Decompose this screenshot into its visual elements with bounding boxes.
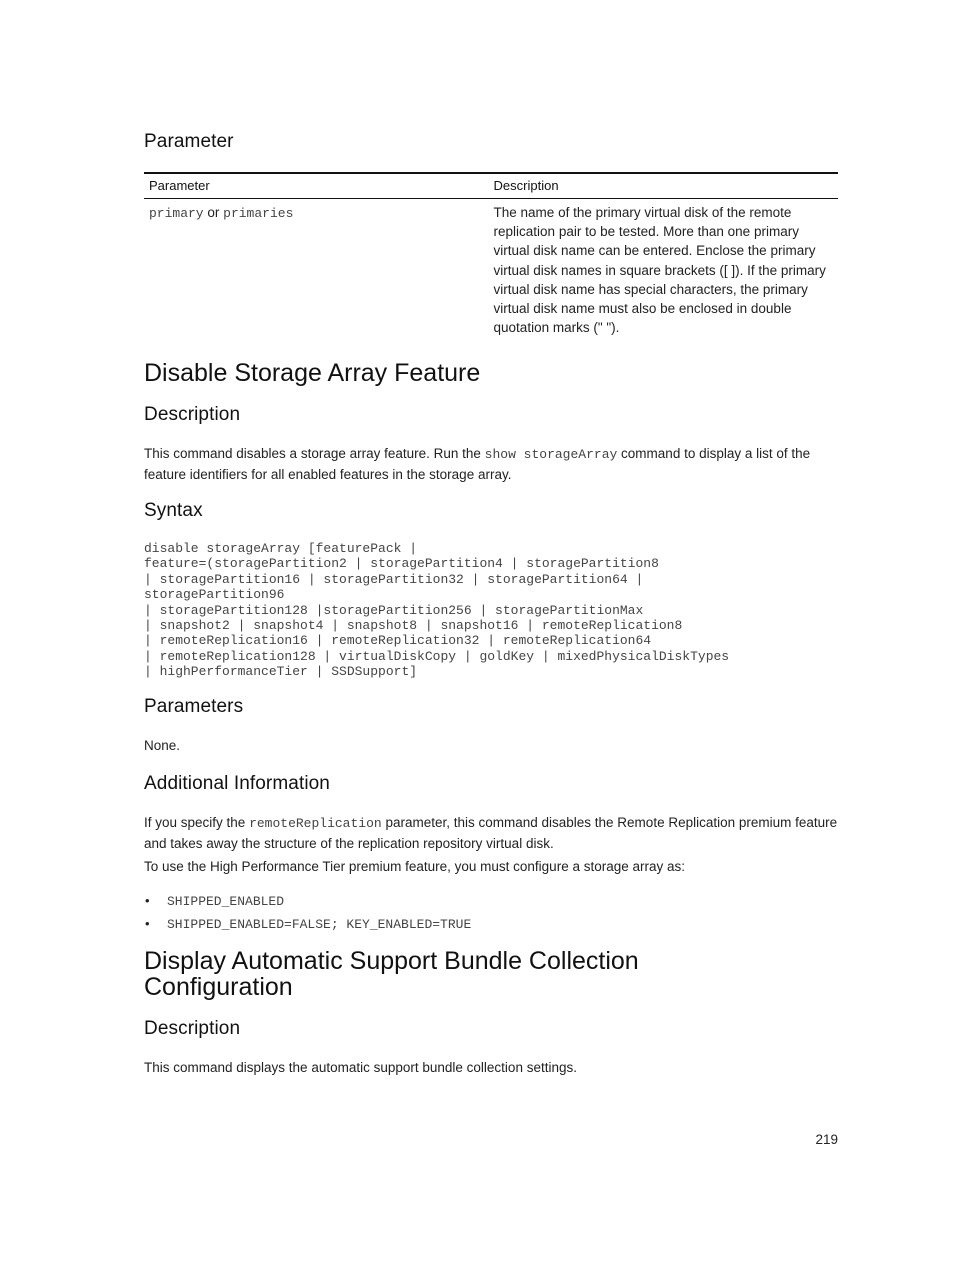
additional-info-text-2: To use the High Performance Tier premium feature, you must configure a storage array as:: [144, 859, 686, 874]
bullet-list: [144, 892, 471, 938]
page-number: 219: [815, 1132, 838, 1147]
bullet-glyph: •: [145, 893, 150, 908]
description-text-post: command to display a list of the feature identifiers for all enabled features in the storage array.: [144, 446, 811, 482]
additional-code: remoteReplication: [249, 816, 382, 831]
bullet-code: SHIPPED_ENABLED=FALSE; KEY_ENABLED=TRUE: [167, 917, 472, 932]
additional-text-post: parameter, this command disables the Remote Replication premium feature and takes away the structure of the replication repository virtual disk.: [144, 815, 838, 851]
list-item: [144, 892, 471, 915]
table-cell-parameter: [144, 199, 489, 338]
bullet-code: SHIPPED_ENABLED: [167, 894, 285, 909]
additional-text-pre: If you specify the: [144, 815, 250, 830]
parameter-table: [144, 172, 838, 337]
table-header-description: Description: [489, 173, 838, 199]
table-row: [144, 199, 838, 338]
parameter-heading: Parameter: [144, 131, 234, 152]
param-or-text: or: [207, 205, 220, 220]
param-code-primaries: primaries: [223, 206, 294, 221]
additional-info-heading: Additional Information: [144, 773, 330, 794]
syntax-code-block: disable storageArray [featurePack | feature=(storagePartition2 | storagePartition4 | storagePartition8 | storagePartition16 | storagePartition32 | storagePartition64 | storagePartition96 | storagePartition128 |storagePartition256 | storagePartitionMax | snapshot2 | snapshot4 | snapshot8 | snapshot16 | remoteReplication8 | remoteReplication16 | remoteReplication32 | remoteReplication64 | remoteReplication128 | virtualDiskCopy | goldKey | mixedPhysicalDiskTypes | highPerformanceTier | SSDSupport]: [144, 541, 730, 680]
additional-info-text: [144, 813, 838, 853]
table-header-parameter: Parameter: [144, 173, 489, 199]
parameters-heading: Parameters: [144, 696, 244, 717]
display-asb-title-line1: Display Automatic Support Bundle Collection: [144, 947, 639, 975]
display-description-heading: Description: [144, 1018, 241, 1039]
bullet-glyph: •: [145, 916, 150, 931]
disable-feature-title: Disable Storage Array Feature: [144, 359, 481, 387]
description-text: [144, 444, 838, 484]
syntax-heading: Syntax: [144, 500, 203, 521]
param-code-primary: primary: [149, 206, 204, 221]
parameters-text: None.: [144, 738, 181, 753]
description-heading: Description: [144, 404, 241, 425]
display-asb-title: [144, 948, 838, 1000]
display-asb-title-line2: Configuration: [144, 973, 293, 1001]
table-cell-description: The name of the primary virtual disk of the remote replication pair to be tested. More than one primary virtual disk name can be entered. Enclose the primary virtual disk names in square brackets ([ ]). If the primary virtual disk name has special characters, the primary virtual disk name must also be enclosed in double quotation marks (" ").: [493, 205, 826, 336]
description-code: show storageArray: [484, 447, 618, 462]
description-text-pre: This command disables a storage array feature. Run the: [144, 446, 485, 461]
table-header-row: [144, 173, 838, 199]
list-item: [144, 915, 471, 938]
display-description-text: This command displays the automatic support bundle collection settings.: [144, 1060, 577, 1075]
